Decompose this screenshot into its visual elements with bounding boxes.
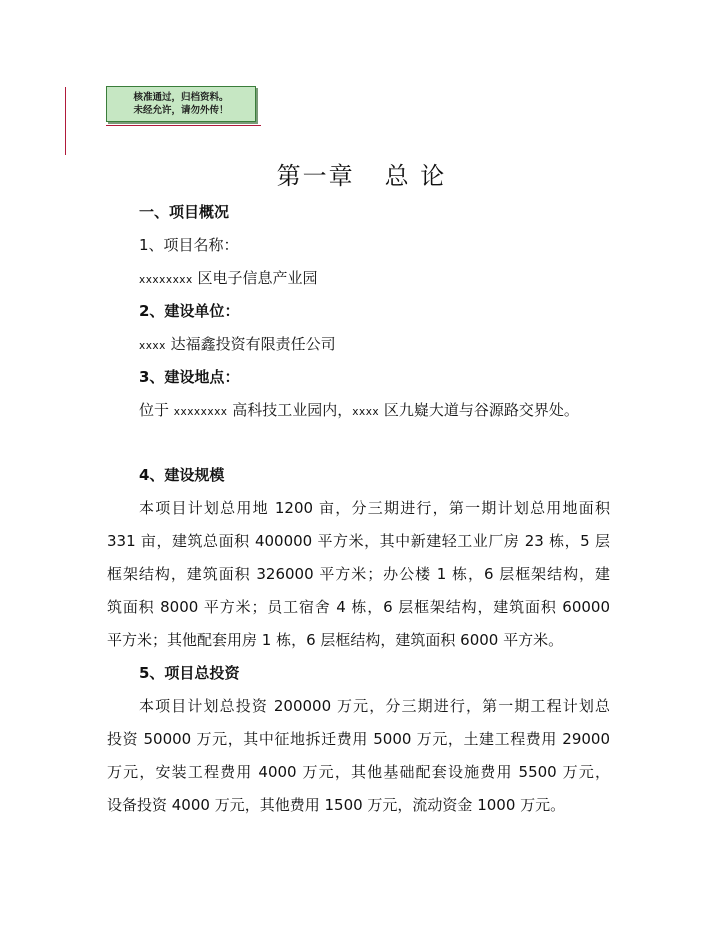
investment-paragraph-line: 本项目计划总投资 200000 万元，分三期进行，第一期工程计划总 (139, 697, 610, 715)
stamp-line-2: 未经允许，请勿外传！ (133, 105, 229, 116)
section-1-heading: 一、项目概况 (139, 203, 230, 221)
investment-paragraph-line: 万元，安装工程费用 4000 万元，其他基础配套设施费用 5500 万元， (107, 763, 610, 781)
company-mask: xxxx (139, 340, 166, 352)
investment-paragraph-line: 设备投资 4000 万元，其他费用 1500 万元，流动资金 1000 万元。 (107, 796, 566, 814)
project-name-label: 1、项目名称： (139, 236, 239, 254)
chapter-title (0, 156, 723, 191)
margin-mark-horizontal (106, 125, 261, 126)
scale-paragraph-line: 本项目计划总用地 1200 亩，分三期进行，第一期计划总用地面积 (139, 499, 610, 517)
section-3-heading: 3、建设地点： (139, 368, 240, 386)
location-mask-1: xxxxxxxx (173, 406, 228, 418)
section-5-heading: 5、项目总投资 (139, 664, 240, 682)
scale-paragraph-line: 框架结构，建筑面积 326000 平方米；办公楼 1 栋，6 层框架结构，建 (107, 565, 610, 583)
company-name-text: 达福鑫投资有限责任公司 (165, 335, 336, 353)
scale-paragraph-line: 331 亩，建筑总面积 400000 平方米，其中新建轻工业厂房 23 栋，5 层 (107, 532, 610, 550)
project-name-value (139, 267, 318, 288)
location-mask-2: xxxx (352, 406, 380, 418)
margin-mark-vertical (65, 87, 66, 155)
archive-stamp (106, 86, 256, 122)
section-2-heading: 2、建设单位： (139, 302, 240, 320)
location-prefix: 位于 (139, 401, 174, 419)
scale-paragraph-line: 平方米；其他配套用房 1 栋，6 层框结构，建筑面积 6000 平方米。 (107, 631, 564, 649)
location-value (139, 399, 579, 420)
chapter-number: 第一章 (276, 162, 355, 190)
chapter-name: 总 论 (384, 162, 447, 190)
stamp-line-1: 核准通过，归档资料。 (133, 92, 229, 103)
section-4-heading: 4、建设规模 (139, 466, 225, 484)
investment-paragraph-line: 投资 50000 万元，其中征地拆迁费用 5000 万元，土建工程费用 29000 (107, 730, 610, 748)
project-name-text: 区电子信息产业园 (192, 269, 318, 287)
scale-paragraph-line: 筑面积 8000 平方米；员工宿舍 4 栋，6 层框架结构，建筑面积 60000 (107, 598, 610, 616)
company-value (139, 333, 336, 354)
project-name-mask: xxxxxxxx (139, 274, 193, 286)
location-mid: 高科技工业园内， (227, 401, 353, 419)
location-suffix: 区九嶷大道与谷源路交界处。 (379, 401, 579, 419)
